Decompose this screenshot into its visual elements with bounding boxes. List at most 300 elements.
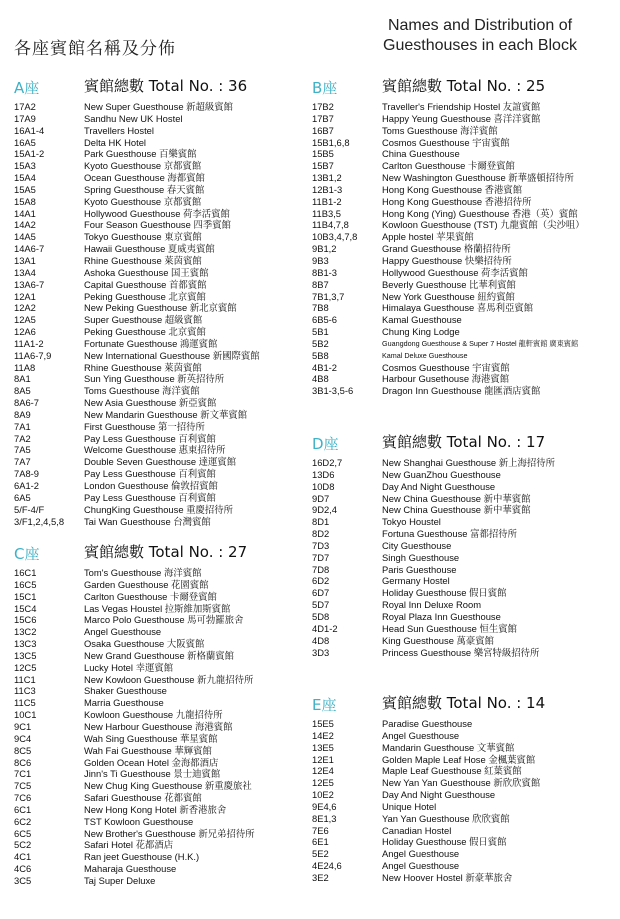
guesthouse-row [312,208,612,220]
room-code: 5D8 [312,610,330,622]
room-code: 10E2 [312,789,334,801]
room-code: 7A2 [14,432,31,444]
guesthouse-name: Royal Plaza Inn Guesthouse [382,610,501,622]
guesthouse-name: New York Guesthouse 紐約賓館 [382,290,515,302]
guesthouse-row [312,362,612,374]
guesthouse-name: New Brother's Guesthouse 新兄弟招待所 [84,827,255,839]
room-code: 6C1 [14,803,32,815]
guesthouse-row [312,540,612,552]
guesthouse-row [14,208,304,220]
guesthouse-name: Toms Guesthouse 海洋賓館 [84,385,200,397]
guesthouse-name: Rhine Guesthouse 萊茵賓館 [84,361,202,373]
guesthouse-name: Pay Less Guesthouse 百利賓館 [84,432,216,444]
room-code: 3B1-3,5-6 [312,385,354,397]
guesthouse-name: Day And Night Guesthouse [382,480,496,492]
guesthouse-name: Tokyo Guesthouse 東京賓館 [84,231,202,243]
block-total-count: 賓館總數 Total No. : 25 [382,77,546,95]
guesthouse-name: Royal Inn Deluxe Room [382,599,482,611]
room-code: 9D2,4 [312,504,338,516]
page-title-english [360,16,600,56]
guesthouse-name: Mandarin Guesthouse 文華賓館 [382,741,515,753]
guesthouse-name: Hollywood Guesthouse 荷李活賓館 [84,207,230,219]
guesthouse-list [14,567,304,887]
guesthouse-row [312,243,612,255]
room-code: 14E2 [312,729,334,741]
room-code: 16C1 [14,567,37,578]
guesthouse-name: Garden Guesthouse 花園賓館 [84,578,209,590]
block-a-section [14,75,304,527]
guesthouse-row [14,113,304,125]
room-code: 8A5 [14,385,31,397]
room-code: 8A9 [14,408,31,420]
room-code: 4B8 [312,373,329,385]
room-code: 13A1 [14,254,36,266]
guesthouse-name: Hong Kong Guesthouse 香港賓館 [382,183,523,195]
guesthouse-row [14,421,304,433]
guesthouse-name: New Kowloon Guesthouse 新九龍招待所 [84,673,254,685]
guesthouse-name: Ashoka Guesthouse 国王賓館 [84,266,209,278]
room-code: 16B7 [312,124,334,136]
guesthouse-name: Ran jeet Guesthouse (H.K.) [84,851,200,863]
guesthouse-row [312,338,612,350]
guesthouse-row [14,433,304,445]
guesthouse-row [312,516,612,528]
room-code: 16C5 [14,578,37,590]
room-code: 8B1-3 [312,266,338,278]
guesthouse-name: Germany Hostel [382,575,450,587]
room-code: 8E1,3 [312,812,337,824]
room-code: 10C1 [14,709,37,721]
guesthouse-name: Hong Kong (Ying) Guesthouse 香港（英）賓館 [382,207,578,219]
guesthouse-row [14,267,304,279]
guesthouse-name: Capital Guesthouse 首都賓館 [84,278,207,290]
guesthouse-row [14,184,304,196]
guesthouse-row [14,603,304,615]
room-code: 8A1 [14,373,31,385]
guesthouse-row [312,860,612,872]
guesthouse-name: Las Vegas Houstel 拉斯維加斯賓館 [84,602,231,614]
room-code: 11A8 [14,361,36,373]
room-code: 7C5 [14,780,32,792]
room-code: 6D2 [312,575,330,587]
guesthouse-row [14,875,304,887]
guesthouse-row [14,338,304,350]
room-code: 15B7 [312,160,334,172]
guesthouse-row [14,373,304,385]
block-letter: E座 [312,696,337,714]
room-code: 5C2 [14,839,32,851]
guesthouse-name: Marria Guesthouse [84,697,164,709]
guesthouse-row [14,397,304,409]
block-letter: C座 [14,545,40,563]
room-code: 8B7 [312,278,329,290]
room-code: 11A6-7,9 [14,349,52,361]
guesthouse-row [312,575,612,587]
guesthouse-row [14,148,304,160]
guesthouse-name: Maple Leaf Guesthouse 紅葉賓館 [382,765,522,777]
guesthouse-row [14,567,304,579]
guesthouse-row [14,579,304,591]
guesthouse-row [312,302,612,314]
room-code: 13D6 [312,468,335,480]
guesthouse-row [14,243,304,255]
page-title-english-line1: Names and Distribution of [387,17,573,34]
room-code: 4D8 [312,634,330,646]
room-code: 5B1 [312,326,329,338]
guesthouse-name: Fortunate Guesthouse 鴻運賓館 [84,337,218,349]
guesthouse-name: New Washington Guesthouse 新華盛頓招待所 [382,172,574,184]
guesthouse-name: Travellers Hostel [84,124,154,136]
room-code: 13A4 [14,266,36,278]
guesthouse-name: New Hoover Hostel 新豪華旅舍 [382,871,513,883]
guesthouse-row [312,148,612,160]
guesthouse-row [14,792,304,804]
guesthouse-row [312,813,612,825]
guesthouse-name: New Harbour Guesthouse 海港賓館 [84,720,233,732]
guesthouse-name: Angel Guesthouse [84,626,162,638]
room-code: 12C5 [14,661,37,673]
guesthouse-name: Osaka Guesthouse 大阪賓館 [84,638,205,650]
guesthouse-name: Safari Guesthouse 花都賓館 [84,792,202,804]
guesthouse-row [312,219,612,231]
guesthouse-name: Paradise Guesthouse [382,718,473,729]
guesthouse-row [14,697,304,709]
guesthouse-row [312,647,612,659]
guesthouse-row [14,591,304,603]
block-total-count: 賓館總數 Total No. : 17 [382,433,546,451]
guesthouse-name: Himalaya Guesthouse 喜馬利亞賓館 [382,302,534,314]
guesthouse-name: Cosmos Guesthouse 宇宙賓館 [382,136,510,148]
guesthouse-row [312,623,612,635]
guesthouse-list [14,101,304,527]
room-code: 15A8 [14,195,36,207]
room-code: 5B8 [312,349,329,361]
room-code: 6C2 [14,815,32,827]
guesthouse-name: Yan Yan Guesthouse 欣欣賓館 [382,812,510,824]
guesthouse-name: Park Guesthouse 百樂賓館 [84,148,197,160]
guesthouse-row [312,481,612,493]
guesthouse-row [312,314,612,326]
block-header [312,75,612,99]
guesthouse-row [312,125,612,137]
room-code: 3C5 [14,874,32,886]
block-d-section [312,431,612,658]
room-code: 12B1-3 [312,183,343,195]
room-code: 5B2 [312,337,329,349]
guesthouse-row [14,492,304,504]
guesthouse-row [312,196,612,208]
guesthouse-name: Apple hostel 苹果賓館 [382,231,474,243]
guesthouse-name: Day And Night Guesthouse [382,789,496,801]
room-code: 12A2 [14,302,36,314]
room-code: 13E5 [312,741,334,753]
guesthouse-row [14,279,304,291]
guesthouse-row [14,816,304,828]
block-c-section [14,541,304,887]
guesthouse-name: Jinn's Ti Guesthouse 景士迪賓館 [84,768,221,780]
room-code: 15B1,6,8 [312,136,350,148]
guesthouse-name: Tai Wan Guesthouse 台灣賓館 [84,515,211,527]
room-code: 9B3 [312,254,329,266]
guesthouse-row [14,863,304,875]
guesthouse-list [312,718,612,884]
room-code: 9E4,6 [312,800,337,812]
room-code: 15B5 [312,148,334,160]
guesthouse-name: Hong Kong Guesthouse 香港招待所 [382,195,532,207]
guesthouse-name: Singh Guesthouse [382,551,460,563]
guesthouse-name: TST Kowloon Guesthouse [84,815,194,827]
room-code: 6D7 [312,587,330,599]
guesthouse-row [312,457,612,469]
room-code: 6A5 [14,491,31,503]
guesthouse-row [312,101,612,113]
room-code: 17A2 [14,101,36,112]
room-code: 15A3 [14,160,36,172]
block-e-section [312,692,612,884]
guesthouse-name: Head Sun Guesthouse 恒生賓館 [382,622,517,634]
room-code: 9C4 [14,732,32,744]
room-code: 11B1-2 [312,195,342,207]
room-code: 6C5 [14,827,32,839]
guesthouse-name: Wah Sing Guesthouse 華星賓館 [84,732,218,744]
guesthouse-row [312,469,612,481]
guesthouse-name: Ocean Guesthouse 海都賓館 [84,172,205,184]
guesthouse-row [312,742,612,754]
room-code: 17B2 [312,101,334,112]
room-code: 7C1 [14,768,32,780]
guesthouse-name: First Guesthouse 第一招待所 [84,420,205,432]
room-code: 9B1,2 [312,243,337,255]
room-code: 14A6-7 [14,243,45,255]
room-code: 10D8 [312,480,335,492]
guesthouse-row [14,350,304,362]
guesthouse-row [14,172,304,184]
guesthouse-name: ChungKing Guesthouse 重慶招待所 [84,503,234,515]
block-total-count: 賓館總數 Total No. : 36 [84,77,248,95]
guesthouse-row [14,733,304,745]
guesthouse-name: Golden Maple Leaf Hose 金楓葉賓館 [382,753,536,765]
room-code: 4C1 [14,851,32,863]
guesthouse-name: Four Season Guesthouse 四季賓館 [84,219,231,231]
guesthouse-name: Sun Ying Guesthouse 新英招待所 [84,373,225,385]
guesthouse-row [312,599,612,611]
room-code: 3E2 [312,871,329,883]
guesthouse-row [14,409,304,421]
room-code: 12E1 [312,753,334,765]
guesthouse-name: New International Guesthouse 新國際賓館 [84,349,260,361]
guesthouse-row [312,872,612,884]
room-code: 9D7 [312,492,330,504]
guesthouse-name: Happy Guesthouse 快樂招待所 [382,254,512,266]
guesthouse-name: Canadian Hostel [382,824,452,836]
guesthouse-row [14,219,304,231]
guesthouse-name: Hawaii Guesthouse 夏威夷賓館 [84,243,215,255]
room-code: 7D7 [312,551,330,563]
guesthouse-row [14,709,304,721]
guesthouse-name: Paris Guesthouse [382,563,457,575]
room-code: 6B5-6 [312,314,338,326]
guesthouse-name: Carlton Guesthouse 卡爾登賓館 [382,160,515,172]
guesthouse-name: Delta HK Hotel [84,136,147,148]
guesthouse-row [14,468,304,480]
guesthouse-row [312,528,612,540]
guesthouse-row [14,125,304,137]
room-code: 14A1 [14,207,36,219]
guesthouse-row [14,196,304,208]
guesthouse-row [312,754,612,766]
room-code: 14A5 [14,231,36,243]
guesthouse-row [14,851,304,863]
room-code: 9C1 [14,720,32,732]
guesthouse-name: Fortuna Guesthouse 富都招待所 [382,528,517,540]
guesthouse-name: Grand Guesthouse 格蘭招待所 [382,243,511,255]
guesthouse-name: New GuanZhou Guesthouse [382,468,501,480]
block-letter: A座 [14,79,40,97]
guesthouse-row [312,587,612,599]
guesthouse-name: Dragon Inn Guesthouse 龍匯酒店賓館 [382,385,541,397]
guesthouse-name: City Guesthouse [382,539,452,551]
guesthouse-row [312,255,612,267]
room-code: 5E2 [312,848,329,860]
guesthouse-name: China Guesthouse [382,148,460,160]
room-code: 12E4 [312,765,334,777]
guesthouse-row [14,780,304,792]
guesthouse-name: Safari Hotel 花都酒店 [84,839,174,851]
room-code: 7D3 [312,539,330,551]
guesthouse-list [312,457,612,658]
guesthouse-name: Chung King Lodge [382,326,460,338]
guesthouse-name: Peking Guesthouse 北京賓館 [84,290,206,302]
guesthouse-row [312,493,612,505]
guesthouse-name: New Asia Guesthouse 新亞賓館 [84,397,217,409]
guesthouse-row [312,113,612,125]
room-code: 4B1-2 [312,361,338,373]
guesthouse-name: Harbour Gusethouse 海港賓館 [382,373,510,385]
guesthouse-row [14,828,304,840]
block-total-count: 賓館總數 Total No. : 14 [382,694,546,712]
block-header [14,75,304,99]
guesthouse-row [312,373,612,385]
guesthouse-row [14,650,304,662]
guesthouse-row [14,362,304,374]
guesthouse-row [312,291,612,303]
guesthouse-name: New Chug King Guesthouse 新重慶旅社 [84,780,252,792]
room-code: 15A1-2 [14,148,45,160]
block-letter: D座 [312,435,339,453]
guesthouse-row [14,516,304,528]
room-code: 10B3,4,7,8 [312,231,358,243]
room-code: 8D2 [312,528,330,540]
guesthouse-name: Golden Ocean Hotel 金海都酒店 [84,756,219,768]
guesthouse-row [312,279,612,291]
room-code: 13B1,2 [312,172,342,184]
guesthouse-row [312,801,612,813]
room-code: 12A6 [14,326,36,338]
room-code: 16A1-4 [14,124,45,136]
room-code: 11B4,7,8 [312,219,349,231]
room-code: 8D1 [312,516,330,528]
guesthouse-list [312,101,612,397]
page-title-chinese: 各座賓館名稱及分佈 [14,39,176,59]
guesthouse-row [312,326,612,338]
guesthouse-name: Tom's Guesthouse 海洋賓館 [84,567,202,578]
guesthouse-row [14,314,304,326]
block-header [14,541,304,565]
room-code: 7C6 [14,792,32,804]
guesthouse-name: Happy Yeung Guesthouse 喜洋洋賓館 [382,112,541,124]
guesthouse-name: Super Guesthouse 超級賓館 [84,314,203,326]
room-code: 7B1,3,7 [312,290,345,302]
guesthouse-row [312,730,612,742]
room-code: 12A1 [14,290,36,302]
guesthouse-row [14,385,304,397]
block-letter: B座 [312,79,338,97]
guesthouse-row [312,611,612,623]
guesthouse-row [14,674,304,686]
room-code: 17A9 [14,112,36,124]
guesthouse-row [14,626,304,638]
room-code: 8C5 [14,744,32,756]
guesthouse-name: Peking Guesthouse 北京賓館 [84,326,206,338]
guesthouse-name: Lucky Hotel 幸運賓館 [84,661,174,673]
room-code: 8A6-7 [14,397,40,409]
room-code: 7E6 [312,824,329,836]
guesthouse-row [14,326,304,338]
guesthouse-row [312,350,612,362]
guesthouse-row [312,635,612,647]
guesthouse-name: Carlton Guesthouse 卡爾登賓館 [84,590,217,602]
guesthouse-row [14,745,304,757]
room-code: 15A5 [14,183,36,195]
guesthouse-row [14,614,304,626]
room-code: 7A5 [14,444,31,456]
guesthouse-name: New Grand Guesthouse 新格蘭賓館 [84,649,235,661]
guesthouse-name: New China Guesthouse 新中華賓館 [382,504,531,516]
block-total-count: 賓館總數 Total No. : 27 [84,543,248,561]
guesthouse-row [312,825,612,837]
guesthouse-row [14,480,304,492]
room-code: 15C4 [14,602,37,614]
guesthouse-row [14,839,304,851]
guesthouse-name: Pay Less Guesthouse 百利賓館 [84,491,216,503]
guesthouse-row [312,231,612,243]
guesthouse-name: New Peking Guesthouse 新北京賓館 [84,302,237,314]
guesthouse-name: Unique Hotel [382,800,437,812]
guesthouse-row [312,836,612,848]
guesthouse-name: Kamal Guesthouse [382,314,462,326]
guesthouse-name: New Shanghai Guesthouse 新上海招待所 [382,457,555,468]
guesthouse-name: Guangdong Guesthouse & Super 7 Hostel 龍軒賓館 廣東賓館 [382,338,579,348]
guesthouse-row [312,848,612,860]
guesthouse-row [312,789,612,801]
guesthouse-row [14,291,304,303]
guesthouse-name: Taj Super Deluxe [84,874,156,886]
room-code: 5/F-4/F [14,503,45,515]
room-code: 6A1-2 [14,480,40,491]
guesthouse-row [14,662,304,674]
room-code: 3D3 [312,646,330,658]
guesthouse-name: Holiday Guesthouse 假日賓館 [382,587,507,599]
room-code: 13C5 [14,649,37,661]
guesthouse-name: New Yan Yan Guesthouse 新欣欣賓館 [382,777,541,789]
guesthouse-name: Marco Polo Guesthouse 馬可勃羅旅舍 [84,614,244,626]
room-code: 7A7 [14,456,31,468]
room-code: 7A8-9 [14,468,40,480]
room-code: 13C3 [14,638,37,650]
guesthouse-name: Toms Guesthouse 海洋賓館 [382,124,498,136]
guesthouse-name: London Guesthouse 倫敦招賓館 [84,480,218,491]
guesthouse-row [312,184,612,196]
